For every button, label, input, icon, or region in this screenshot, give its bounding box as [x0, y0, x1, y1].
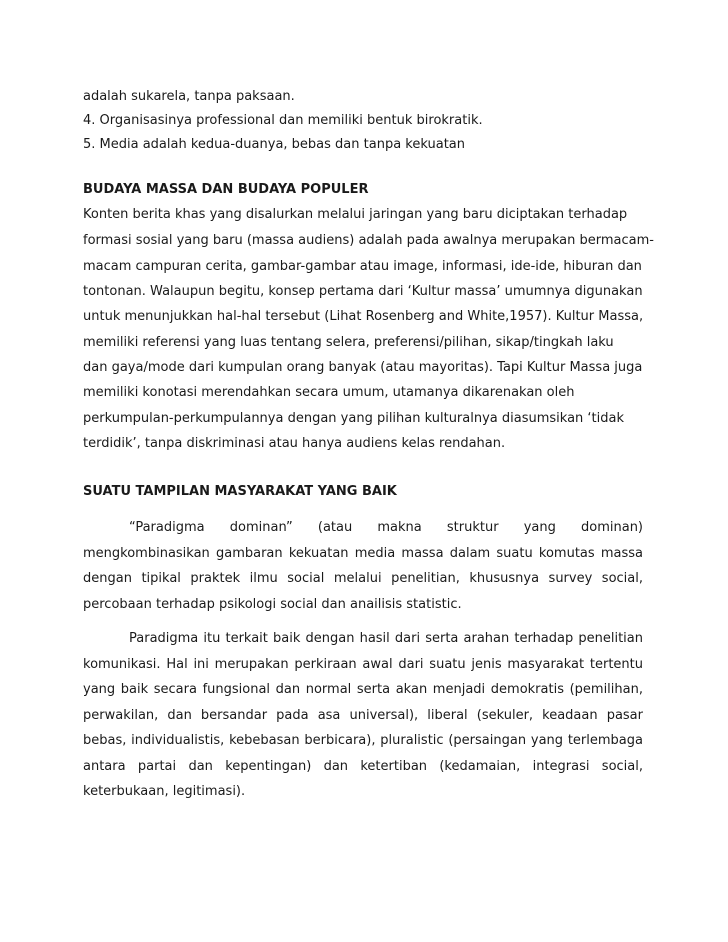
paragraph-line: terdidik’, tanpa diskriminasi atau hanya audiens kelas rendahan.	[83, 436, 506, 451]
section-heading-tampilan-masyarakat: SUATU TAMPILAN MASYARAKAT YANG BAIK	[83, 484, 397, 499]
body-paragraph: “Paradigma dominan” (atau makna struktur yang dominan) mengkombinasikan gambaran kekuatan media massa dalam suatu komutas massa dengan tipikal praktek ilmu social melalui penelitian, khususnya survey social, percobaan terhadap psikologi social dan anailisis statistic.	[83, 520, 643, 612]
paragraph-line: Konten berita khas yang disalurkan melalui jaringan yang baru diciptakan terhadap	[83, 207, 628, 222]
paragraph-line: perkumpulan-perkumpulannya dengan yang pilihan kulturalnya diasumsikan ‘tidak	[83, 411, 625, 426]
paragraph-line: macam campuran cerita, gambar-gambar atau image, informasi, ide-ide, hiburan dan	[83, 259, 642, 274]
paragraph-line: formasi sosial yang baru (massa audiens) adalah pada awalnya merupakan bermacam-	[83, 233, 654, 248]
paragraph-line: memiliki referensi yang luas tentang selera, preferensi/pilihan, sikap/tingkah laku	[83, 335, 614, 350]
body-paragraph: Paradigma itu terkait baik dengan hasil dari serta arahan terhadap penelitian komunikasi. Hal ini merupakan perkiraan awal dari suatu jenis masyarakat tertentu yang baik secara fungsional dan normal serta akan menjadi demokratis (pemilihan, perwakilan, dan bersandar pada asa universal), liberal (sekuler, keadaan pasar bebas, individualistis, kebebasan berbicara), pluralistic (persaingan yang terlembaga antara partai dan kepentingan) dan ketertiban (kedamaian, integrasi social, keterbukaan, legitimasi).	[83, 631, 643, 799]
intro-line: adalah sukarela, tanpa paksaan.	[83, 89, 295, 104]
paragraph-line: tontonan. Walaupun begitu, konsep pertama dari ‘Kultur massa’ umumnya digunakan	[83, 284, 643, 299]
paragraph-line: untuk menunjukkan hal-hal tersebut (Lihat Rosenberg and White,1957). Kultur Massa,	[83, 309, 644, 324]
intro-line: 5. Media adalah kedua-duanya, bebas dan tanpa kekuatan	[83, 137, 465, 152]
paragraph-line: dan gaya/mode dari kumpulan orang banyak (atau mayoritas). Tapi Kultur Massa juga	[83, 360, 643, 375]
section-heading-budaya-massa: BUDAYA MASSA DAN BUDAYA POPULER	[83, 182, 369, 197]
paragraph-line: memiliki konotasi merendahkan secara umum, utamanya dikarenakan oleh	[83, 385, 575, 400]
intro-line: 4. Organisasinya professional dan memiliki bentuk birokratik.	[83, 113, 483, 128]
